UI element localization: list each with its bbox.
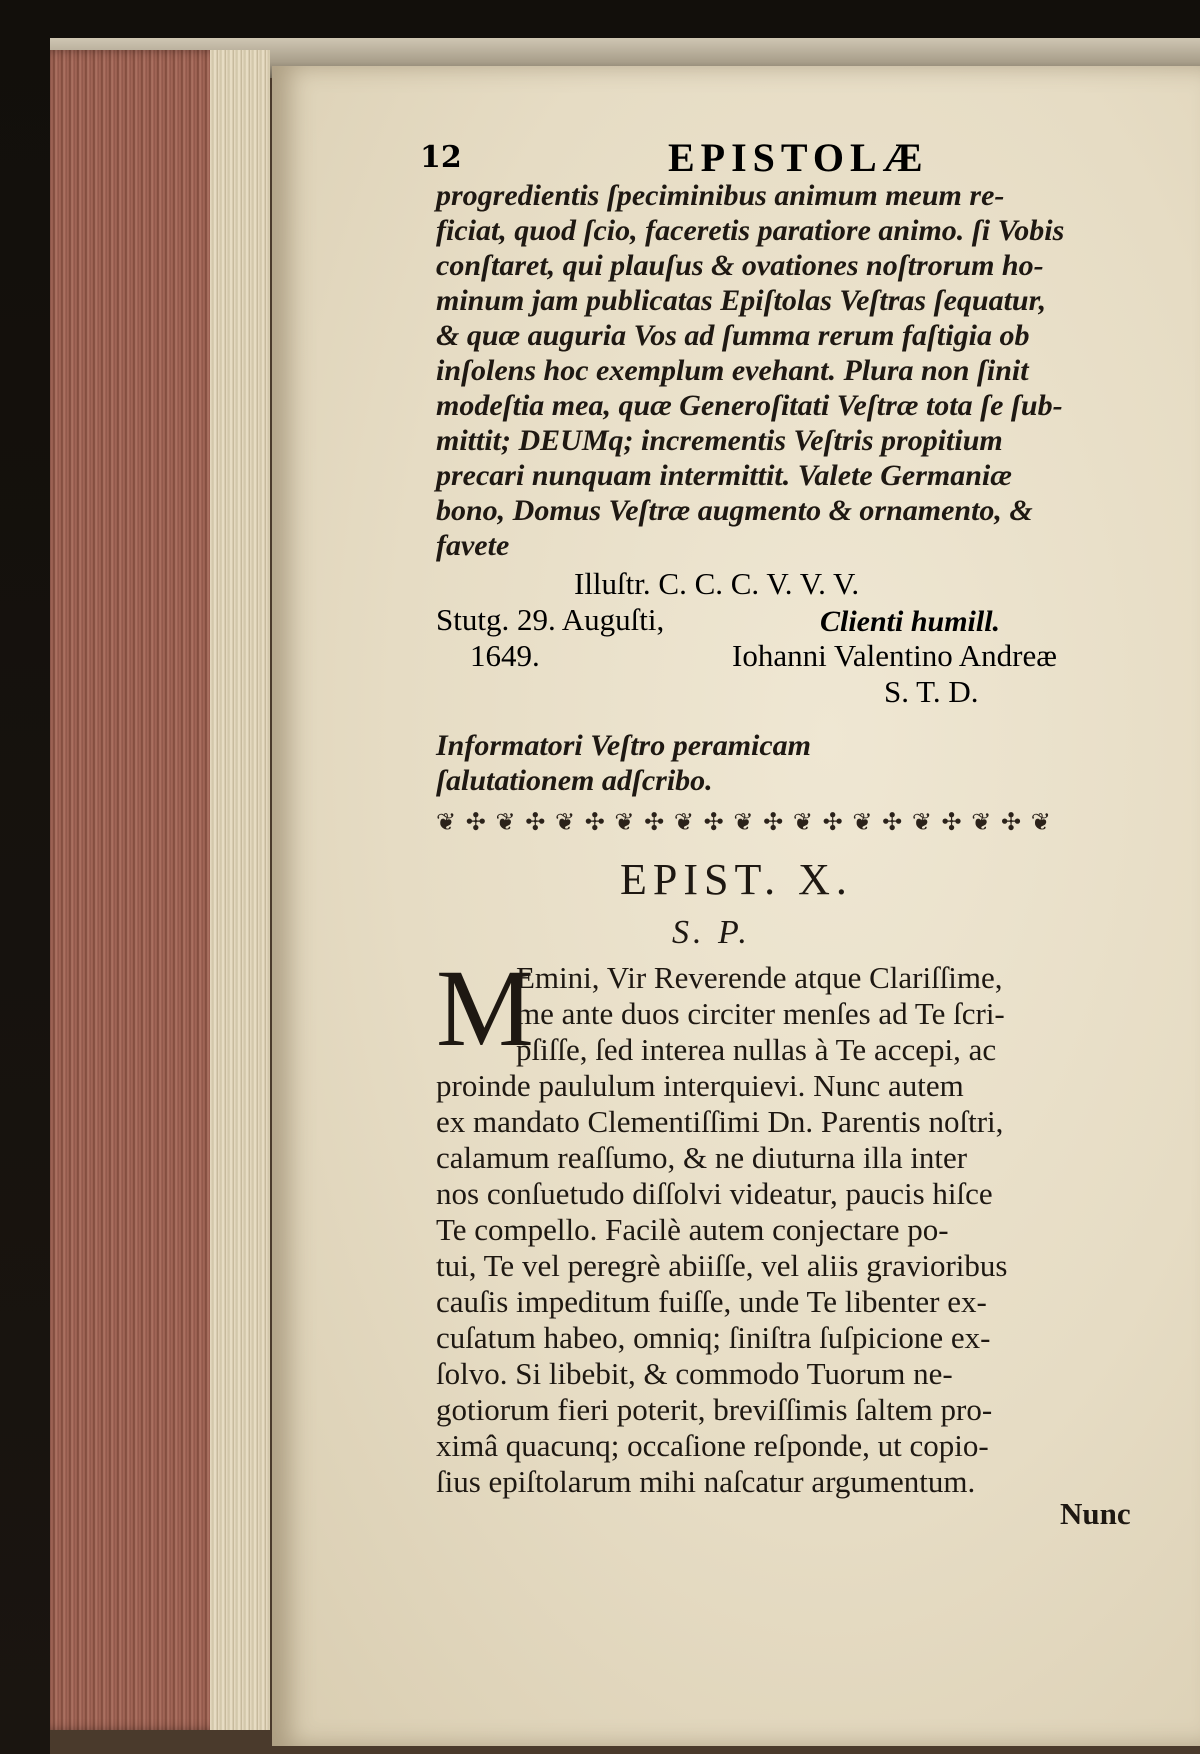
page-number: 12: [420, 140, 462, 175]
text-line: progredientis ſpeciminibus animum meum re-: [436, 179, 1005, 212]
text-line: me ante duos circiter menſes ad Te ſcri-: [516, 996, 1005, 1031]
closing-author: Iohanni Valentino Andreæ: [732, 638, 1057, 673]
epistle-heading: EPIST. X.: [620, 855, 853, 904]
catchword: Nunc: [1060, 1496, 1131, 1531]
text-line: ex mandato Clementiſſimi Dn. Parentis noſtri,: [436, 1104, 1004, 1139]
closing-degree: S. T. D.: [884, 674, 979, 709]
closing-place-date: Stutg. 29. Auguſti,: [436, 602, 665, 637]
text-line: ſalutationem adſcribo.: [436, 764, 713, 797]
letter-x-body: [436, 947, 1156, 1500]
text-line: Emini, Vir Reverende atque Clariſſime,: [516, 960, 1003, 995]
closing-year: 1649.: [470, 638, 540, 673]
text-line: minum jam publicatas Epiſtolas Veſtras ſequatur,: [436, 284, 1047, 317]
epistle-salutation: S. P.: [672, 914, 751, 951]
postscript: [436, 728, 1156, 798]
text-line: pſiſſe, ſed interea nullas à Te accepi, ac: [516, 1032, 997, 1067]
page-edges: [50, 50, 270, 1730]
letter-ix-conclusion: [436, 178, 1156, 563]
text-line: ximâ quacunq; occaſione reſponde, ut copio-: [436, 1428, 989, 1463]
text-line: calamum reaſſumo, & ne diuturna illa inter: [436, 1140, 968, 1175]
text-line: mittit; DEUMq; incrementis Veſtris propitium: [436, 424, 1003, 457]
text-line: & quæ auguria Vos ad ſumma rerum faſtigia ob: [436, 319, 1030, 352]
text-line: cuſatum habeo, omniq; ſiniſtra ſuſpicione ex-: [436, 1320, 991, 1355]
text-line: ficiat, quod ſcio, faceretis paratiore animo. ſi Vobis: [436, 214, 1065, 247]
text-line: precari nunquam intermittit. Valete Germaniæ: [436, 459, 1012, 492]
text-line: gotiorum fieri poterit, breviſſimis ſaltem pro-: [436, 1392, 993, 1427]
text-line: favete: [436, 529, 510, 562]
closing-address: Illuſtr. C. C. C. V. V. V.: [574, 566, 860, 601]
text-line: nos conſuetudo diſſolvi videatur, paucis hiſce: [436, 1176, 993, 1211]
text-line: Informatori Veſtro peramicam: [436, 729, 812, 762]
text-line: conſtaret, qui plauſus & ovationes noſtrorum ho-: [436, 249, 1044, 282]
decorative-ornament-band: ❦ ✣ ❦ ✣ ❦ ✣ ❦ ✣ ❦ ✣ ❦ ✣ ❦ ✣ ❦ ✣ ❦ ✣ ❦ ✣ ❦: [436, 808, 1052, 836]
text-line: proinde paululum interquievi. Nunc autem: [436, 1068, 964, 1103]
text-line: ſolvo. Si libebit, & commodo Tuorum ne-: [436, 1356, 953, 1391]
text-line: inſolens hoc exemplum evehant. Plura non ſinit: [436, 354, 1029, 387]
text-line: cauſis impeditum fuiſſe, unde Te libenter ex-: [436, 1284, 987, 1319]
text-line: modeſtia mea, quæ Generoſitati Veſtræ tota ſe ſub-: [436, 389, 1063, 422]
letter-closing: [436, 566, 1176, 726]
text-line: ſius epiſtolarum mihi naſcatur argumentum.: [436, 1464, 976, 1499]
text-line: Te compello. Facilè autem conjectare po-: [436, 1212, 949, 1247]
drop-cap: M: [436, 947, 534, 1069]
text-line: bono, Domus Veſtræ augmento & ornamento, &: [436, 494, 1033, 527]
text-line: tui, Te vel peregrè abiiſſe, vel aliis gravioribus: [436, 1248, 1008, 1283]
running-head-title: EPISTOLÆ: [668, 135, 929, 180]
closing-client: Clienti humill.: [820, 605, 1001, 638]
